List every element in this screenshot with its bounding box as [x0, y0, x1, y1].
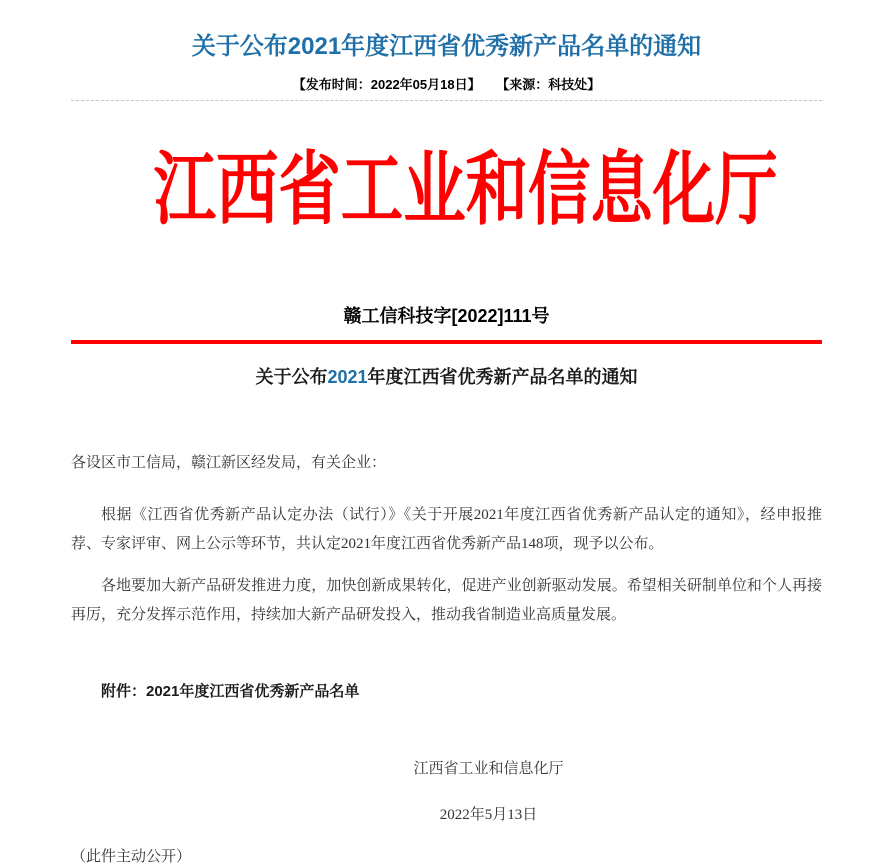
article-meta [71, 77, 822, 101]
publish-time-label: 【发布时间：2022年05月18日】 [292, 77, 481, 92]
source-label: 【来源：科技处】 [496, 77, 601, 92]
attachment-line: 附件：2021年度江西省优秀新产品名单 [101, 683, 360, 700]
document-title [71, 367, 822, 387]
document-number: 赣工信科技字[2022]111号 [343, 306, 550, 326]
signature-date: 2022年5月13日 [439, 807, 538, 823]
document-title-prefix: 关于公布 [255, 367, 328, 387]
letterhead-agency-title: 江西省工业和信息化厅 [153, 147, 778, 235]
article-content [71, 0, 822, 865]
red-divider-line [71, 340, 822, 344]
page-title: 关于公布2021年度江西省优秀新产品名单的通知 [191, 33, 702, 60]
signature-block [71, 757, 822, 825]
salutation-line: 各设区市工信局，赣江新区经发局，有关企业： [71, 455, 387, 471]
disclosure-note: （此件主动公开） [71, 849, 192, 865]
document-body [71, 449, 822, 630]
signature-agency: 江西省工业和信息化厅 [413, 761, 564, 777]
body-paragraph: 各地要加大新产品研发推进力度，加快创新成果转化，促进产业创新驱动发展。希望相关研制单位和个人再接再厉，充分发挥示范作用，持续加大新产品研发投入，推动我省制造业高质量发展。 [71, 578, 822, 623]
body-paragraph: 根据《江西省优秀新产品认定办法（试行）》《关于开展2021年度江西省优秀新产品认定的通知》，经申报推荐、专家评审、网上公示等环节，共认定2021年度江西省优秀新产品148项，现予以公布。 [71, 507, 822, 552]
document-title-year: 2021 [327, 367, 368, 387]
document-title-suffix: 年度江西省优秀新产品名单的通知 [367, 367, 638, 387]
